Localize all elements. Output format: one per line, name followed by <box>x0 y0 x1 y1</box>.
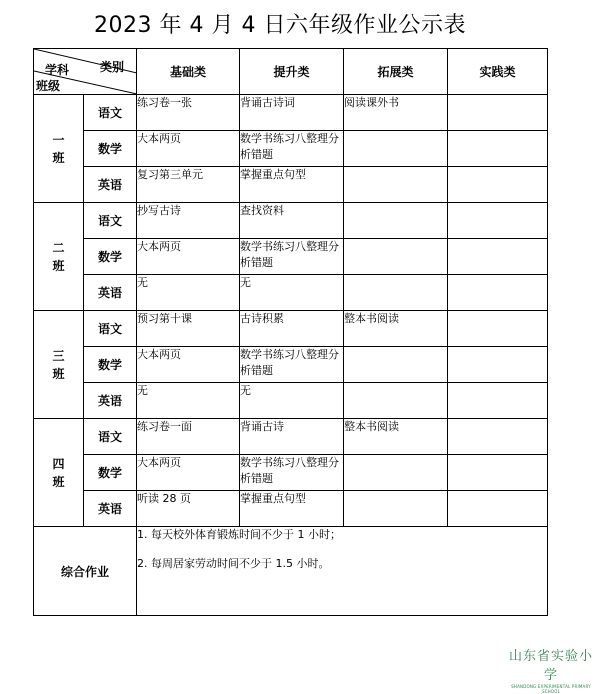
table-cell: 无 <box>240 275 344 311</box>
subject-label: 英语 <box>84 167 137 203</box>
table-cell <box>344 275 448 311</box>
table-cell <box>448 455 548 491</box>
corner-category-label: 类别 <box>100 60 125 74</box>
table-row <box>34 383 548 419</box>
table-cell: 练习卷一面 <box>137 419 240 455</box>
subject-label: 数学 <box>84 239 137 275</box>
table-row <box>34 167 548 203</box>
class-label: 二 班 <box>34 203 84 311</box>
table-row <box>34 239 548 275</box>
table-row <box>34 131 548 167</box>
table-cell: 大本两页 <box>137 347 240 383</box>
table-cell: 阅读课外书 <box>344 95 448 131</box>
school-logo <box>506 645 596 694</box>
table-cell <box>448 383 548 419</box>
table-cell: 数学书练习八整理分析错题 <box>240 455 344 491</box>
table-cell: 预习第十课 <box>137 311 240 347</box>
header-row <box>34 49 548 95</box>
table-cell <box>344 455 448 491</box>
corner-class-label: 班级 <box>36 79 61 93</box>
table-cell: 无 <box>137 275 240 311</box>
table-cell <box>448 131 548 167</box>
page-title: 2023 年 4 月 4 日六年级作业公示表 <box>94 13 466 38</box>
column-header-extension: 拓展类 <box>344 49 448 95</box>
table-cell: 整本书阅读 <box>344 419 448 455</box>
column-header-practice: 实践类 <box>448 49 548 95</box>
table-cell <box>448 311 548 347</box>
column-header-basic: 基础类 <box>137 49 240 95</box>
table-row <box>34 95 548 131</box>
table-cell: 背诵古诗 <box>240 419 344 455</box>
table-cell <box>344 167 448 203</box>
table-row <box>34 275 548 311</box>
table-cell <box>344 131 448 167</box>
table-cell: 大本两页 <box>137 239 240 275</box>
table-cell: 大本两页 <box>137 131 240 167</box>
table-cell <box>448 203 548 239</box>
table-cell: 数学书练习八整理分析错题 <box>240 347 344 383</box>
subject-label: 英语 <box>84 383 137 419</box>
summary-item: 1. 每天校外体育锻炼时间不少于 1 小时； <box>137 528 341 541</box>
subject-label: 数学 <box>84 455 137 491</box>
table-row <box>34 419 548 455</box>
table-cell <box>344 239 448 275</box>
table-cell: 掌握重点句型 <box>240 491 344 527</box>
subject-label: 数学 <box>84 347 137 383</box>
subject-label: 英语 <box>84 275 137 311</box>
table-row <box>34 203 548 239</box>
table-cell <box>448 167 548 203</box>
class-label: 四 班 <box>34 419 84 527</box>
summary-item: 2. 每周居家劳动时间不少于 1.5 小时。 <box>137 557 330 570</box>
table-row <box>34 455 548 491</box>
table-cell: 抄写古诗 <box>137 203 240 239</box>
table-cell <box>448 95 548 131</box>
table-cell <box>344 491 448 527</box>
table-cell: 查找资料 <box>240 203 344 239</box>
subject-label: 数学 <box>84 131 137 167</box>
school-logo-english: SHANDONG EXPERIMENTAL PRIMARY SCHOOL <box>511 684 591 694</box>
corner-subject-label: 学科 <box>45 63 70 77</box>
table-cell: 数学书练习八整理分析错题 <box>240 131 344 167</box>
table-cell: 无 <box>240 383 344 419</box>
table-cell: 数学书练习八整理分析错题 <box>240 239 344 275</box>
table-cell <box>448 239 548 275</box>
class-label: 三 班 <box>34 311 84 419</box>
class-label: 一 班 <box>34 95 84 203</box>
table-cell: 无 <box>137 383 240 419</box>
table-row <box>34 311 548 347</box>
column-header-advanced: 提升类 <box>240 49 344 95</box>
table-cell: 古诗积累 <box>240 311 344 347</box>
subject-label: 语文 <box>84 203 137 239</box>
school-logo-chinese: 山东省实验小学 <box>508 649 593 683</box>
table-cell: 听读 28 页 <box>137 491 240 527</box>
table-row <box>34 347 548 383</box>
table-cell <box>448 419 548 455</box>
table-row <box>34 491 548 527</box>
table-cell <box>448 275 548 311</box>
summary-content <box>137 527 548 616</box>
table-cell: 复习第三单元 <box>137 167 240 203</box>
subject-label: 英语 <box>84 491 137 527</box>
table-cell: 整本书阅读 <box>344 311 448 347</box>
summary-row <box>34 527 548 616</box>
subject-label: 语文 <box>84 95 137 131</box>
corner-header <box>34 49 137 95</box>
table-cell: 练习卷一张 <box>137 95 240 131</box>
table-cell: 背诵古诗词 <box>240 95 344 131</box>
table-cell <box>344 347 448 383</box>
summary-label: 综合作业 <box>34 527 137 616</box>
table-cell <box>448 347 548 383</box>
homework-table <box>33 48 548 616</box>
table-cell <box>448 491 548 527</box>
table-cell <box>344 203 448 239</box>
table-cell <box>344 383 448 419</box>
table-cell: 大本两页 <box>137 455 240 491</box>
subject-label: 语文 <box>84 311 137 347</box>
table-cell: 掌握重点句型 <box>240 167 344 203</box>
subject-label: 语文 <box>84 419 137 455</box>
